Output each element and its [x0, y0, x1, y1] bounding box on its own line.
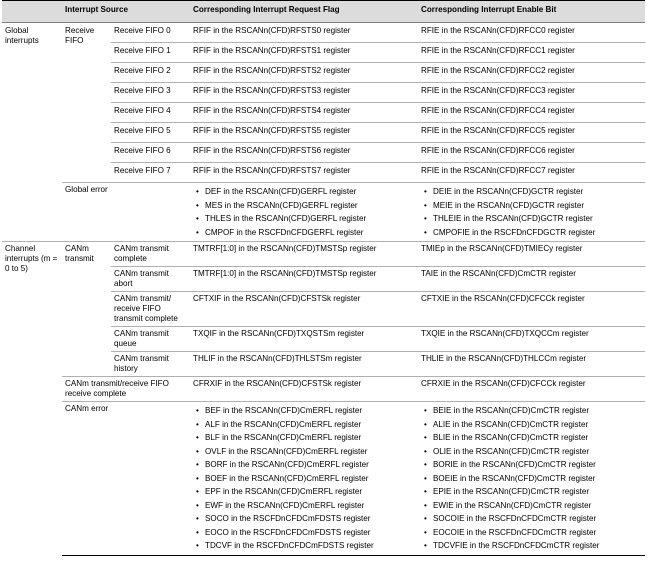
source-cell: CANm transmit history [111, 352, 190, 377]
list-item: • TDCVFIE in the RSCFDnCFDCmCTR register [421, 539, 642, 553]
interrupt-source-table [2, 0, 645, 556]
flag-cell: RFIF in the RSCANn(CFD)RFSTS2 register [190, 63, 418, 83]
source-cell: CANm transmit queue [111, 327, 190, 352]
source-cell: Receive FIFO 6 [111, 143, 190, 163]
flag-cell: TXQIF in the RSCANn(CFD)TXQSTSm register [190, 327, 418, 352]
table-row [2, 402, 645, 556]
enable-cell: THLIE in the RSCANn(CFD)THLCCm register [418, 352, 645, 377]
list-item: • OLIE in the RSCANn(CFD)CmCTR register [421, 445, 642, 459]
flag-cell: RFIF in the RSCANn(CFD)RFSTS3 register [190, 83, 418, 103]
flag-list-cell [190, 402, 418, 556]
list-item: • EWF in the RSCANn(CFD)CmERFL register [193, 499, 415, 513]
flag-cell: THLIF in the RSCANn(CFD)THLSTSm register [190, 352, 418, 377]
table-row [2, 183, 645, 242]
enable-cell: RFIE in the RSCANn(CFD)RFCC0 register [418, 23, 645, 43]
source-cell: Receive FIFO 4 [111, 103, 190, 123]
enable-list-cell [418, 402, 645, 556]
list-item: • BORIE in the RSCANn(CFD)CmCTR register [421, 458, 642, 472]
list-item: • BLIE in the RSCANn(CFD)CmCTR register [421, 431, 642, 445]
list-item: • EWIE in the RSCANn(CFD)CmCTR register [421, 499, 642, 513]
enable-cell: TAIE in the RSCANn(CFD)CmCTR register [418, 267, 645, 292]
source-cell: CANm transmit/ receive FIFO transmit complete [111, 292, 190, 327]
enable-cell: RFIE in the RSCANn(CFD)RFCC7 register [418, 163, 645, 183]
list-item: • SOCO in the RSCFDnCFDCmFDSTS register [193, 512, 415, 526]
header-interrupt-source: Interrupt Source [62, 1, 190, 23]
enable-cell: RFIE in the RSCANn(CFD)RFCC3 register [418, 83, 645, 103]
group-receive-fifo: Receive FIFO [62, 23, 111, 183]
flag-list-cell [190, 183, 418, 242]
table-row [2, 242, 645, 267]
enable-cell: RFIE in the RSCANn(CFD)RFCC4 register [418, 103, 645, 123]
group-channel-interrupts: Channel interrupts (m = 0 to 5) [2, 242, 62, 556]
enable-cell: RFIE in the RSCANn(CFD)RFCC1 register [418, 43, 645, 63]
list-item: • BOEIE in the RSCANn(CFD)CmCTR register [421, 472, 642, 486]
list-item: • BLF in the RSCANn(CFD)CmERFL register [193, 431, 415, 445]
flag-cell: RFIF in the RSCANn(CFD)RFSTS0 register [190, 23, 418, 43]
source-cell: Receive FIFO 7 [111, 163, 190, 183]
list-item: • DEIE in the RSCANn(CFD)GCTR register [421, 185, 642, 199]
enable-cell: CFTXIE in the RSCANn(CFD)CFCCk register [418, 292, 645, 327]
source-cell: CANm transmit/receive FIFO receive complete [62, 377, 190, 402]
table-header-row [2, 1, 645, 23]
list-item: • EPF in the RSCANn(CFD)CmERFL register [193, 485, 415, 499]
flag-cell: RFIF in the RSCANn(CFD)RFSTS7 register [190, 163, 418, 183]
list-item: • SOCOIE in the RSCFDnCFDCmCTR register [421, 512, 642, 526]
list-item: • DEF in the RSCANn(CFD)GERFL register [193, 185, 415, 199]
list-item: • MEIE in the RSCANn(CFD)GCTR register [421, 199, 642, 213]
source-cell: CANm error [62, 402, 190, 556]
group-canm-transmit: CANm transmit [62, 242, 111, 377]
list-item: • EPIE in the RSCANn(CFD)CmCTR register [421, 485, 642, 499]
list-item: • THLEIE in the RSCANn(CFD)GCTR register [421, 212, 642, 226]
source-cell: Receive FIFO 2 [111, 63, 190, 83]
list-item: • ALIE in the RSCANn(CFD)CmCTR register [421, 418, 642, 432]
flag-cell: RFIF in the RSCANn(CFD)RFSTS6 register [190, 143, 418, 163]
enable-cell: RFIE in the RSCANn(CFD)RFCC2 register [418, 63, 645, 83]
list-item: • THLES in the RSCANn(CFD)GERFL register [193, 212, 415, 226]
header-category [2, 1, 62, 23]
source-cell: CANm transmit abort [111, 267, 190, 292]
enable-cell: TXQIE in the RSCANn(CFD)TXQCCm register [418, 327, 645, 352]
list-item: • EOCOIE in the RSCFDnCFDCmCTR register [421, 526, 642, 540]
enable-list-cell [418, 183, 645, 242]
source-cell: Receive FIFO 5 [111, 123, 190, 143]
source-cell: Global error [62, 183, 190, 242]
list-item: • BEF in the RSCANn(CFD)CmERFL register [193, 404, 415, 418]
flag-cell: RFIF in the RSCANn(CFD)RFSTS4 register [190, 103, 418, 123]
source-cell: Receive FIFO 1 [111, 43, 190, 63]
flag-cell: RFIF in the RSCANn(CFD)RFSTS1 register [190, 43, 418, 63]
flag-cell: RFIF in the RSCANn(CFD)RFSTS5 register [190, 123, 418, 143]
group-global-interrupts: Global interrupts [2, 23, 62, 242]
source-cell: Receive FIFO 0 [111, 23, 190, 43]
list-item: • CMPOF in the RSCFDnCFDGERFL register [193, 226, 415, 240]
list-item: • BEIE in the RSCANn(CFD)CmCTR register [421, 404, 642, 418]
flag-cell: CFRXIF in the RSCANn(CFD)CFSTSk register [190, 377, 418, 402]
flag-cell: TMTRF[1:0] in the RSCANn(CFD)TMSTSp register [190, 242, 418, 267]
table-row [2, 377, 645, 402]
source-cell: CANm transmit complete [111, 242, 190, 267]
flag-cell: CFTXIF in the RSCANn(CFD)CFSTSk register [190, 292, 418, 327]
list-item: • ALF in the RSCANn(CFD)CmERFL register [193, 418, 415, 432]
header-request-flag: Corresponding Interrupt Request Flag [190, 1, 418, 23]
header-enable-bit: Corresponding Interrupt Enable Bit [418, 1, 645, 23]
list-item: • BOEF in the RSCANn(CFD)CmERFL register [193, 472, 415, 486]
enable-cell: RFIE in the RSCANn(CFD)RFCC6 register [418, 143, 645, 163]
enable-cell: CFRXIE in the RSCANn(CFD)CFCCk register [418, 377, 645, 402]
list-item: • BORF in the RSCANn(CFD)CmERFL register [193, 458, 415, 472]
list-item: • CMPOFIE in the RSCFDnCFDGCTR register [421, 226, 642, 240]
source-cell: Receive FIFO 3 [111, 83, 190, 103]
list-item: • EOCO in the RSCFDnCFDCmFDSTS register [193, 526, 415, 540]
flag-cell: TMTRF[1:0] in the RSCANn(CFD)TMSTSp register [190, 267, 418, 292]
list-item: • MES in the RSCANn(CFD)GERFL register [193, 199, 415, 213]
enable-cell: RFIE in the RSCANn(CFD)RFCC5 register [418, 123, 645, 143]
table-row [2, 23, 645, 43]
list-item: • TDCVF in the RSCFDnCFDCmFDSTS register [193, 539, 415, 553]
list-item: • OVLF in the RSCANn(CFD)CmERFL register [193, 445, 415, 459]
enable-cell: TMIEp in the RSCANn(CFD)TMIECy register [418, 242, 645, 267]
